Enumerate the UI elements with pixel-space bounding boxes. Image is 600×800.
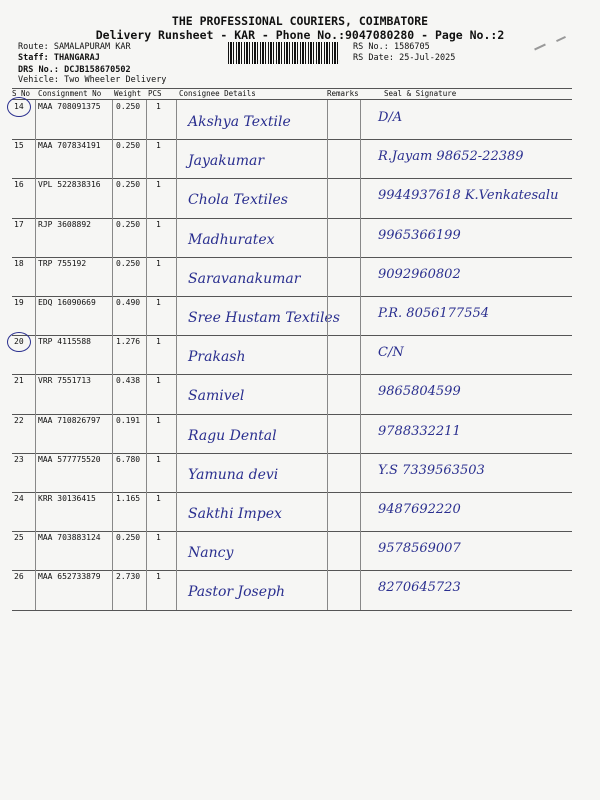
column-divider [112,257,113,296]
column-divider [146,570,147,609]
row-sno: 17 [14,219,24,229]
row-pcs: 1 [156,572,161,582]
row-pcs: 1 [156,258,161,268]
row-signature-handwritten: 8270645723 [378,580,461,596]
column-divider [360,335,361,374]
row-consignee-handwritten: Chola Textiles [188,192,288,209]
column-divider [112,218,113,257]
row-signature-handwritten: 9092960802 [378,266,461,282]
row-consignee-handwritten: Sakthi Impex [188,506,282,522]
row-consignment-no: MAA 577775520 [38,454,101,464]
row-pcs: 1 [156,180,161,190]
row-consignee-handwritten: Samivel [188,388,245,405]
row-sno: 23 [14,454,24,464]
row-pcs: 1 [156,415,161,425]
row-consignment-no: VPL 522838316 [38,180,101,190]
column-divider [112,492,113,531]
row-pcs: 1 [156,494,161,503]
column-divider [35,296,36,335]
column-divider [360,139,361,178]
column-divider [35,100,36,139]
column-divider [327,414,328,453]
row-signature-handwritten: 9944937618 K.Venkatesalu [378,188,559,204]
column-divider [360,100,361,139]
column-divider [176,570,177,609]
row-sno: 21 [14,376,24,386]
column-divider [176,257,177,296]
row-consignment-no: MAA 708091375 [38,102,101,111]
column-divider [112,100,113,139]
row-divider [12,414,572,415]
row-consignee-handwritten: Nancy [188,545,234,562]
column-divider [35,414,36,453]
row-sno: 25 [14,533,24,543]
row-consignment-no: TRP 4115588 [38,337,91,347]
row-divider [12,374,572,375]
column-divider [146,374,147,413]
row-pcs: 1 [156,376,161,386]
rs-date-value: 25-Jul-2025 [399,53,456,63]
row-weight: 0.250 [116,141,141,151]
column-divider [146,257,147,296]
vehicle-value: Two Wheeler Delivery [64,75,167,85]
column-divider [112,139,113,178]
column-divider [327,100,328,139]
row-divider [12,492,572,493]
row-pcs: 1 [156,337,161,347]
row-signature-handwritten: R.Jayam 98652-22389 [378,149,524,165]
column-divider [35,492,36,531]
row-signature-handwritten: 9965366199 [378,227,461,243]
column-divider [327,453,328,492]
row-sno: 26 [14,572,24,582]
column-divider [35,335,36,374]
row-consignment-no: MAA 652733879 [38,572,101,582]
column-divider [360,492,361,531]
column-divider [146,414,147,453]
row-signature-handwritten: P.R. 8056177554 [378,306,490,321]
col-header-remarks: Remarks [327,89,359,98]
column-divider [327,257,328,296]
row-consignment-no: MAA 703883124 [38,533,101,543]
drs-value: DCJB158670502 [64,65,131,75]
row-weight: 0.250 [116,533,141,543]
row-consignee-handwritten: Madhuratex [188,231,275,248]
row-signature-handwritten: C/N [378,345,404,361]
column-divider [176,296,177,335]
row-signature-handwritten: 9578569007 [378,541,461,557]
column-divider [112,414,113,453]
column-divider [146,296,147,335]
row-consignee-handwritten: Jayakumar [188,153,265,170]
row-consignment-no: MAA 710826797 [38,415,101,425]
column-divider [327,570,328,609]
column-divider [146,218,147,257]
row-consignment-no: KRR 30136415 [38,494,96,503]
row-pcs: 1 [156,219,161,229]
row-consignment-no: MAA 707834191 [38,141,101,151]
column-divider [146,139,147,178]
sno-circle-mark [7,97,31,117]
rs-date-line: RS Date: 25-Jul-2025 [353,53,456,63]
barcode-image [228,42,340,64]
column-divider [146,531,147,570]
row-weight: 0.490 [116,298,141,307]
row-weight: 0.250 [116,102,141,111]
column-divider [176,531,177,570]
row-sno: 15 [14,141,24,151]
rs-no-line: RS No.: 1586705 [353,42,430,52]
row-consignee-handwritten: Prakash [188,349,246,366]
row-sno: 24 [14,494,24,503]
row-signature-handwritten: 9487692220 [378,502,461,517]
column-divider [112,570,113,609]
row-consignee-handwritten: Sree Hustam Textiles [188,310,340,326]
row-pcs: 1 [156,454,161,464]
column-divider [35,570,36,609]
col-header-weight: Weight [114,89,142,98]
sno-circle-mark [7,332,31,352]
column-divider [176,374,177,413]
column-divider [327,492,328,531]
header-rule [12,99,572,100]
column-divider [146,335,147,374]
vehicle-line: Vehicle: Two Wheeler Delivery [18,75,167,85]
column-divider [112,335,113,374]
row-consignee-handwritten: Akshya Textile [188,114,291,130]
column-divider [176,453,177,492]
drs-line: DRS No.: DCJB158670502 [18,65,131,75]
column-divider [112,531,113,570]
rs-no-value: 1586705 [393,42,430,52]
staff-line: Staff: THANGARAJ [18,53,100,63]
row-divider [12,257,572,258]
row-weight: 6.780 [116,454,141,464]
row-sno: 14 [14,102,24,111]
row-weight: 2.730 [116,572,141,582]
column-divider [146,492,147,531]
row-divider [12,139,572,140]
corner-mark [534,44,546,51]
column-divider [176,139,177,178]
column-divider [327,531,328,570]
col-header-seal-signature: Seal & Signature [384,89,457,98]
column-divider [327,139,328,178]
column-divider [35,374,36,413]
column-divider [112,374,113,413]
row-sno: 16 [14,180,24,190]
row-weight: 0.250 [116,258,141,268]
column-divider [176,178,177,217]
route-line: Route: SAMALAPURAM KAR [18,42,131,52]
row-consignment-no: TRP 755192 [38,258,87,268]
column-divider [35,178,36,217]
column-divider [327,296,328,335]
row-divider [12,178,572,179]
column-divider [112,453,113,492]
column-divider [176,218,177,257]
row-weight: 1.276 [116,337,141,347]
column-divider [176,414,177,453]
column-divider [327,335,328,374]
column-divider [360,178,361,217]
staff-value: THANGARAJ [53,53,100,63]
row-signature-handwritten: Y.S 7339563503 [378,462,485,478]
column-divider [35,139,36,178]
column-divider [327,218,328,257]
col-header-consignment: Consignment No [38,89,102,98]
column-divider [35,531,36,570]
row-divider [12,570,572,571]
column-divider [360,296,361,335]
column-divider [176,492,177,531]
column-divider [176,100,177,139]
column-divider [112,296,113,335]
row-divider [12,453,572,454]
column-divider [146,178,147,217]
column-divider [360,374,361,413]
row-consignment-no: EDQ 16090669 [38,298,96,307]
column-divider [176,335,177,374]
column-divider [360,531,361,570]
row-sno: 20 [14,337,24,347]
column-divider [146,453,147,492]
row-divider [12,335,572,336]
row-consignment-no: VRR 7551713 [38,376,91,386]
row-pcs: 1 [156,298,161,307]
column-divider [35,218,36,257]
col-header-consignee: Consignee Details [179,89,256,98]
column-divider [327,374,328,413]
col-header-sno: S No [12,89,31,98]
row-divider [12,296,572,297]
row-sno: 19 [14,298,24,307]
row-sno: 18 [14,258,24,268]
row-consignee-handwritten: Pastor Joseph [188,584,286,601]
company-title: THE PROFESSIONAL COURIERS, COIMBATORE [171,14,429,28]
row-signature-handwritten: D/A [378,110,403,125]
column-divider [35,257,36,296]
row-signature-handwritten: 9865804599 [378,384,461,400]
row-weight: 1.165 [116,494,141,503]
column-divider [112,178,113,217]
row-weight: 0.438 [116,376,141,386]
column-divider [360,453,361,492]
column-divider [327,178,328,217]
row-pcs: 1 [156,533,161,543]
row-pcs: 1 [156,102,161,111]
row-weight: 0.191 [116,415,141,425]
column-divider [35,453,36,492]
row-divider [12,218,572,219]
col-header-pcs: PCS [148,89,162,98]
row-pcs: 1 [156,141,161,151]
column-divider [146,100,147,139]
row-weight: 0.250 [116,180,141,190]
column-divider [360,414,361,453]
row-consignment-no: RJP 3608892 [38,219,91,229]
runsheet-subtitle: Delivery Runsheet - KAR - Phone No.:9047080280 - Page No.:2 [95,28,505,42]
column-divider [360,570,361,609]
row-consignee-handwritten: Ragu Dental [188,427,277,444]
row-sno: 22 [14,415,24,425]
column-divider [360,218,361,257]
row-consignee-handwritten: Saravanakumar [188,270,301,287]
row-signature-handwritten: 9788332211 [378,423,461,439]
column-divider [360,257,361,296]
row-divider [12,610,572,611]
row-divider [12,531,572,532]
row-weight: 0.250 [116,219,141,229]
row-consignee-handwritten: Yamuna devi [188,466,279,483]
route-value: SAMALAPURAM KAR [53,42,131,52]
